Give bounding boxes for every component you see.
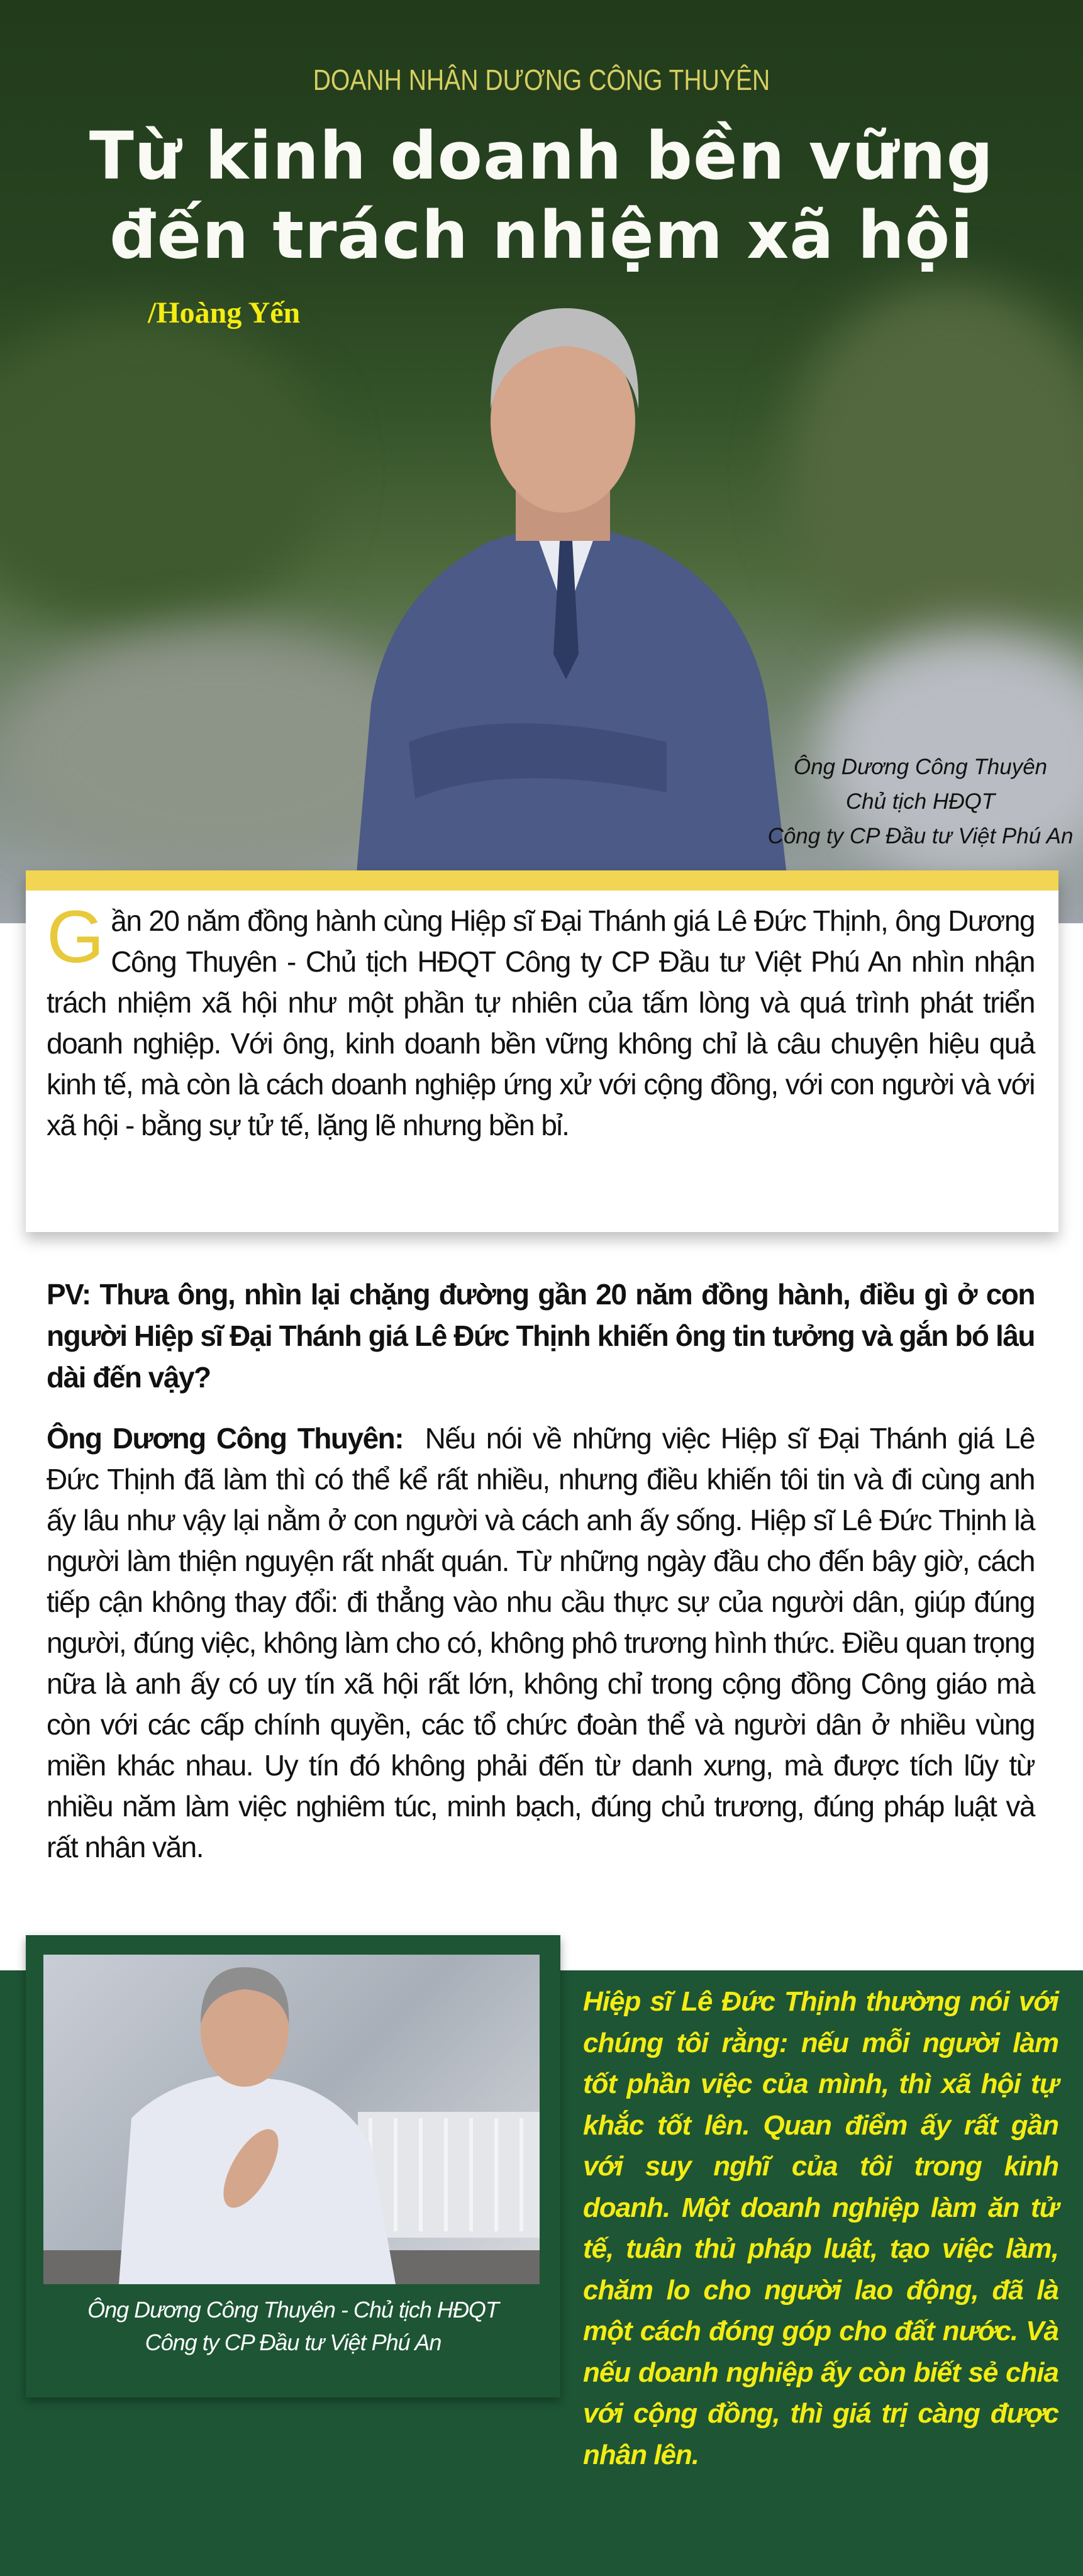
interview-answer xyxy=(47,1418,1035,1868)
article-title xyxy=(0,116,1083,275)
accent-bar xyxy=(26,870,1058,891)
photo-caption-line: Công ty CP Đầu tư Việt Phú An xyxy=(145,2329,442,2355)
drop-cap: G xyxy=(47,896,104,979)
intro-text: ần 20 năm đồng hành cùng Hiệp sĩ Đại Thánh giá Lê Đức Thịnh, ông Dương Công Thuyên - Chủ tịch HĐQT Công ty CP Đầu tư Việt Phú An nhìn nhận trách nhiệm xã hội như một phần tự nhiên của tấm lòng và quá trình phát triển doanh nghiệp. Với ông, kinh doanh bền vững không chỉ là câu chuyện hiệu quả kinh tế, mà còn là cách doanh nghiệp ứng xử với cộng đồng, với con người và với xã hội - bằng sự tử tế, lặng lẽ nhưng bền bỉ. xyxy=(47,904,1035,1141)
speaker-label: Ông Dương Công Thuyên: xyxy=(47,1422,404,1455)
intro-paragraph xyxy=(47,896,1035,1146)
answer-text: Nếu nói về những việc Hiệp sĩ Đại Thánh giá Lê Đức Thịnh đã làm thì có thể kể rất nhiều, nhưng điều khiến tôi tin và đi cùng anh ấy lâu như vậy lại nằm ở con người và cách anh ấy sống. Hiệp sĩ Lê Đức Thịnh là người làm thiện nguyện rất nhất quán. Từ những ngày đầu cho đến bây giờ, cách tiếp cận không thay đổi: đi thẳng vào nhu cầu thực sự của người dân, giúp đúng người, đúng việc, không làm cho có, không phô trương hình thức. Điều quan trọng nữa là anh ấy có uy tín xã hội rất lớn, không chỉ trong cộng đồng Công giáo mà còn với các cấp chính quyền, các tổ chức đoàn thể và người dân ở nhiều vùng miền khác nhau. Uy tín đó không phải đến từ danh xưng, mà được tích lũy từ nhiều năm làm việc nghiêm túc, minh bạch, đúng chủ trương, đúng pháp luật và rất nhân văn. xyxy=(47,1422,1035,1863)
article-kicker: DOANH NHÂN DƯƠNG CÔNG THUYÊN xyxy=(313,64,770,96)
photo-illustration xyxy=(43,1955,540,2284)
interview-question: PV: Thưa ông, nhìn lại chặng đường gần 20 năm đồng hành, điều gì ở con người Hiệp sĩ Đại Thánh giá Lê Đức Thịnh khiến ông tin tưởng và gắn bó lâu dài đến vậy? xyxy=(47,1278,1035,1394)
photo-caption xyxy=(26,2294,560,2359)
title-line-1: Từ kinh doanh bền vững xyxy=(89,118,994,194)
intro-box xyxy=(26,870,1058,1232)
photo-card xyxy=(26,1935,560,2397)
hero-banner xyxy=(0,0,1083,923)
interview-photo xyxy=(43,1955,540,2284)
title-line-2: đến trách nhiệm xã hội xyxy=(109,197,974,274)
pull-quote: Hiệp sĩ Lê Đức Thịnh thường nói với chúng tôi rằng: nếu mỗi người làm tốt phần việc của mình, thì xã hội tự khắc tốt lên. Quan điểm ấy rất gần với suy nghĩ của tôi trong kinh doanh. Một doanh nghiệp làm ăn tử tế, tuân thủ pháp luật, tạo việc làm, chăm lo cho người lao động, đã là một cách đóng góp cho đất nước. Và nếu doanh nghiệp ấy còn biết sẻ chia với cộng đồng, thì giá trị càng được nhân lên. xyxy=(583,1986,1058,2470)
hero-caption-line: Công ty CP Đầu tư Việt Phú An xyxy=(767,824,1074,848)
hero-caption-line: Ông Dương Công Thuyên xyxy=(793,755,1048,779)
hero-caption xyxy=(758,750,1083,853)
author-byline: /Hoàng Yến xyxy=(148,296,301,330)
businessman-portrait xyxy=(314,264,818,923)
photo-caption-line: Ông Dương Công Thuyên - Chủ tịch HĐQT xyxy=(87,2297,499,2323)
hero-caption-line: Chủ tịch HĐQT xyxy=(845,789,996,814)
